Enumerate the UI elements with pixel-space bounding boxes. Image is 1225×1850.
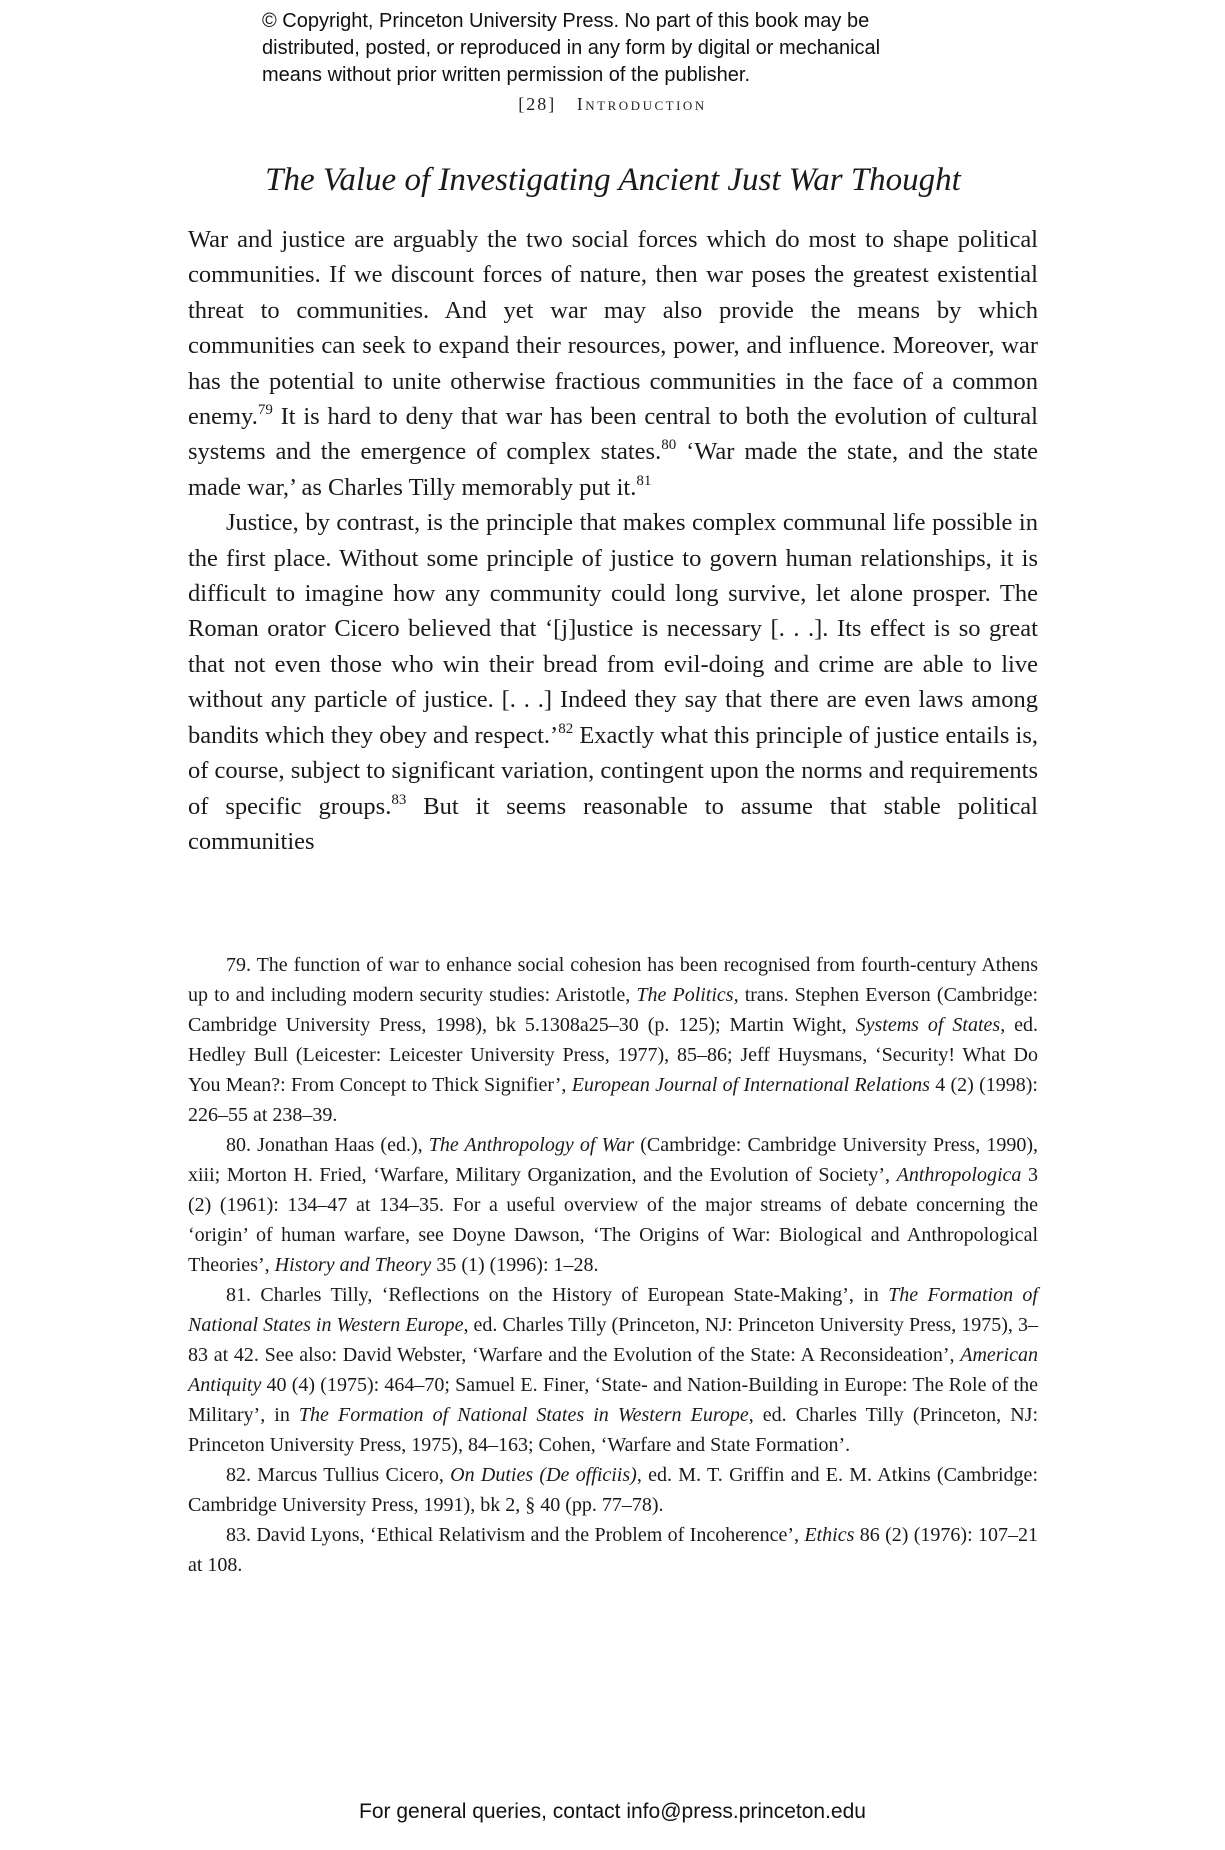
footnote-text: , trans. Stephen Everson (Cambridge: Cambridge University Press, 1998), bk 5.1308a25–30 (p. 125); Martin Wight, xyxy=(188,984,1039,1036)
footnote-text: , ed. Charles Tilly (Princeton, NJ: Princeton University Press, 1975), 3–83 at 42. See also: David Webster, ‘Warfare and the Evolution of the State: A Reconsideation’, xyxy=(188,1314,1038,1366)
footnote-text: , ed. M. T. Griffin and E. M. Atkins (Cambridge: Cambridge University Press, 1991), bk 2, § 40 (pp. 77–78). xyxy=(188,1464,1038,1516)
footnote-text: , ed. Charles Tilly (Princeton, NJ: Princeton University Press, 1975), 84–163; Cohen, ‘Warfare and State Formation’. xyxy=(188,1404,1038,1456)
paragraph-text: Exactly what this principle of justice entails is, of course, subject to significant variation, contingent upon the norms and requirements of specific groups. xyxy=(188,721,1039,820)
footnote-title: Systems of States xyxy=(855,1014,1001,1036)
footnote-title: American Antiquity xyxy=(188,1344,1038,1396)
footnote-text: 79. The function of war to enhance social cohesion has been recognised from fourth-century Athens up to and including modern security studies: Aristotle, xyxy=(188,954,1038,1006)
footnote-text: (Cambridge: Cambridge University Press, 1990), xiii; Morton H. Fried, ‘Warfare, Military Organization, and the Evolution of Society’, xyxy=(188,1134,1038,1186)
copyright-line: means without prior written permission of the publisher. xyxy=(262,64,751,86)
paragraph-text: War and justice are arguably the two social forces which do most to shape political communities. If we discount forces of nature, then war poses the greatest existential threat to communities. And yet war may also provide the means by which communities can seek to expand their resources, power, and influence. Moreover, war has the potential to unite otherwise fractious communities in the face of a common enemy. xyxy=(188,226,1038,431)
paragraph-text: Justice, by contrast, is the principle that makes complex communal life possible in the first place. Without some principle of justice to govern human relationships, it is difficult to imagine how any community could long survive, let alone prosper. The Roman orator Cicero believed that ‘[j]ustice is necessary [. . .]. Its effect is so great that not even those who win their bread from evil-doing and crime are able to live without any particle of justice. [. . .] Indeed they say that there are even laws among bandits which they obey and respect.’ xyxy=(188,509,1038,749)
footnote-ref: 83 xyxy=(391,791,407,808)
footnotes xyxy=(188,950,1038,1580)
footnote-title: European Journal of International Relations xyxy=(571,1074,930,1096)
copyright-notice xyxy=(262,8,1022,89)
footnote-82 xyxy=(188,1460,1038,1520)
paragraph-text: ‘War made the state, and the state made war,’ as Charles Tilly memorably put it. xyxy=(188,438,1038,501)
footnote-ref: 80 xyxy=(661,437,677,454)
footnote-text: 80. Jonathan Haas (ed.), xyxy=(226,1134,429,1156)
footnote-title: Ethics xyxy=(804,1524,855,1546)
footnote-title: History and Theory xyxy=(274,1254,432,1276)
footnote-title: Anthropologica xyxy=(896,1164,1022,1186)
footnote-81 xyxy=(188,1280,1038,1460)
running-head xyxy=(0,94,1225,115)
footnote-83 xyxy=(188,1520,1038,1580)
footnote-ref: 82 xyxy=(558,720,574,737)
footnote-text: , ed. Hedley Bull (Leicester: Leicester University Press, 1977), 85–86; Jeff Huysmans, ‘Security! What Do You Mean?: From Concept to Thick Signifier’, xyxy=(188,1014,1039,1096)
body-paragraph xyxy=(188,505,1038,859)
copyright-line: distributed, posted, or reproduced in any form by digital or mechanical xyxy=(262,37,881,59)
footnote-text: 86 (2) (1976): 107–21 at 108. xyxy=(188,1524,1039,1576)
footnote-80 xyxy=(188,1130,1038,1280)
body-text xyxy=(188,222,1038,859)
running-head-title: Introduction xyxy=(576,94,707,114)
copyright-line: © Copyright, Princeton University Press. No part of this book may be xyxy=(262,10,870,32)
footnote-text: 35 (1) (1996): 1–28. xyxy=(431,1254,599,1276)
body-paragraph xyxy=(188,222,1038,505)
footnote-text: 40 (4) (1975): 464–70; Samuel E. Finer, ‘State- and Nation-Building in Europe: The Role of the Military’, in xyxy=(188,1374,1038,1426)
footnote-ref: 81 xyxy=(636,472,652,489)
paragraph-text: It is hard to deny that war has been central to both the evolution of cultural systems and the emergence of complex states. xyxy=(188,403,1038,466)
footnote-title: The Politics xyxy=(636,984,734,1006)
footnote-title: The Formation of National States in Western Europe xyxy=(298,1404,749,1426)
footnote-title: The Anthropology of War xyxy=(428,1134,635,1156)
footnote-text: 81. Charles Tilly, ‘Reflections on the History of European State-Making’, in xyxy=(226,1284,889,1306)
page-number: [28] xyxy=(518,94,557,114)
contact-footer: For general queries, contact info@press.princeton.edu xyxy=(359,1800,866,1823)
footnote-text: 83. David Lyons, ‘Ethical Relativism and the Problem of Incoherence’, xyxy=(226,1524,805,1546)
footnote-text: 82. Marcus Tullius Cicero, xyxy=(226,1464,451,1486)
footnote-title: The Formation of National States in Western Europe xyxy=(188,1284,1038,1336)
footnote-ref: 79 xyxy=(257,402,273,419)
footnote-79 xyxy=(188,950,1038,1130)
footnote-title: On Duties (De officiis) xyxy=(450,1464,637,1486)
paragraph-text: But it seems reasonable to assume that stable political communities xyxy=(188,792,1038,855)
footnote-text: 4 (2) (1998): 226–55 at 238–39. xyxy=(188,1074,1038,1126)
footnote-text: 3 (2) (1961): 134–47 at 134–35. For a useful overview of the major streams of debate concerning the ‘origin’ of human warfare, see Doyne Dawson, ‘The Origins of War: Biological and Anthropological Theories’, xyxy=(188,1164,1039,1276)
section-title: The Value of Investigating Ancient Just War Thought xyxy=(265,162,961,198)
